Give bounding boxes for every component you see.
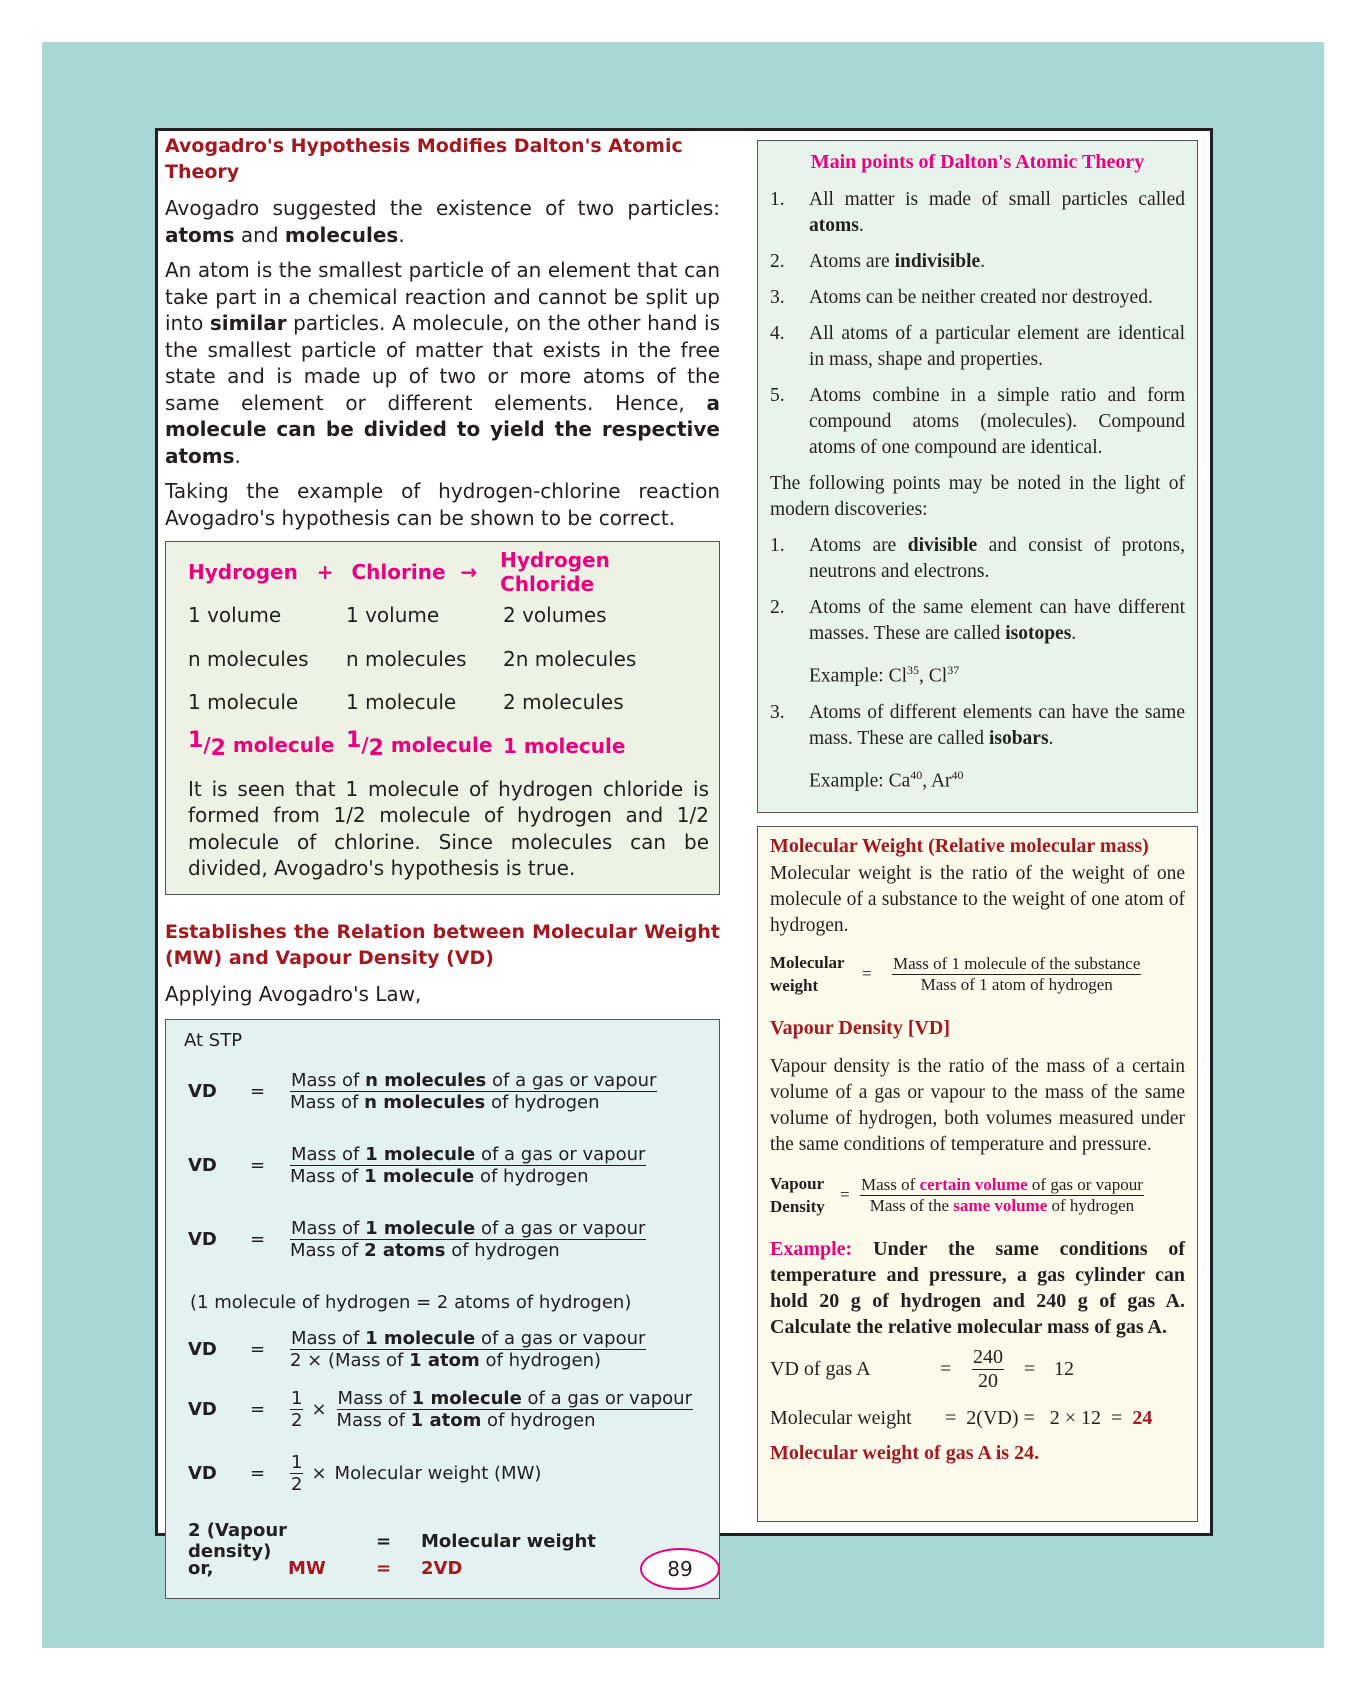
vd-equation: VD = $\frac{\text{Mass of 1 molecule of a gas or vapour}}{\text{Mass of 1 molecule of hydrogen}}$ [188,1144,646,1187]
derivation-box [165,1019,720,1599]
hydrogen-note: (1 molecule of hydrogen = 2 atoms of hydrogen) [190,1292,632,1313]
dalton-point: 2. Atoms are indivisible. [770,251,986,272]
vd-title: Vapour Density [VD] [770,1017,951,1039]
applying-text: Applying Avogadro's Law, [165,981,422,1006]
paragraph-example: Taking the example of hydrogen-chlorine reaction Avogadro's hypothesis can be shown to be correct. [165,479,720,530]
reaction-conclusion: It is seen that 1 molecule of hydrogen chloride is formed from 1/2 molecule of hydrogen and 1/2 molecule of chlorine. Since molecules can be divided, Avogadro's hypothesis is true. [188,776,709,880]
mw-result: or, MW = 2VD [188,1558,463,1579]
dalton-point: 4. All atoms of a particular element are identical in mass, shape and properties. [770,323,1185,370]
stp-label: At STP [184,1030,243,1051]
mw-formula: Molecular weight = $\frac{\text{Mass of 1 molecule of the substance}}{\text{Mass of 1 atom of hydrogen}}$ [770,953,1141,995]
vd-formula: Vapour Density = $\frac{\text{Mass of certain volume of gas or vapour}}{\text{Mass of the same volume of hydrogen}}$ [770,1174,1143,1216]
modern-point: 3. Atoms of different elements can have the same mass. These are called isobars. [770,701,1185,749]
reaction-box [165,541,720,895]
reaction-header: Hydrogen + Chlorine → Hydrogen Chloride [188,547,610,596]
left-column [165,133,720,1599]
dalton-point: 3. Atoms can be neither created nor destroyed. [770,287,1153,308]
example-question: Example: Under the same conditions of temperature and pressure, a gas cylinder can hold 20 g of hydrogen and 240 g of gas A. Calculate the relative molecular mass of gas A. [770,1238,1185,1338]
reaction-row: 1 volume 1 volume 2 volumes [188,603,607,628]
mw-relation: 2 (Vapour density) = Molecular weight [188,1520,596,1562]
dalton-point: 5. Atoms combine in a simple ratio and form compound atoms (molecules). Compound atoms of one compound are identical. [770,385,1185,458]
modern-point: 1. Atoms are divisible and consist of protons, neutrons and electrons. [770,535,1185,582]
heading-avogadro: Avogadro's Hypothesis Modifies Dalton's Atomic Theory [165,135,683,183]
dalton-title: Main points of Dalton's Atomic Theory [810,151,1145,173]
mw-definition: Molecular weight is the ratio of the weight of one molecule of a substance to the weight of one atom of hydrogen. [770,863,1185,936]
reaction-row-half: 1/2 molecule 1/2 molecule 1 molecule [188,728,626,762]
mw-title: Molecular Weight (Relative molecular mass) [770,835,1149,857]
vd-equation: VD = $\frac{1}{2}$ × $\frac{\text{Mass of 1 molecule of a gas or vapour}}{\text{Mass of 1 atom of hydrogen}}$ [188,1388,692,1431]
vd-definition: Vapour density is the ratio of the mass of a certain volume of a gas or vapour to the mass of the same volume of hydrogen, both volumes measured under the same conditions of temperature and pressure. [770,1056,1185,1155]
modern-note: The following points may be noted in the light of modern discoveries: [770,473,1185,520]
isotope-example: Example: Cl$^{35}$, Cl$^{37}$ [809,663,960,687]
dalton-point: 1. All matter is made of small particles called atoms. [770,189,1185,236]
vd-equation: VD = $\frac{\text{Mass of 1 molecule of a gas or vapour}}{\text{Mass of 2 atoms of hydrogen}}$ [188,1218,646,1261]
isobar-example: Example: Ca$^{40}$, Ar$^{40}$ [809,767,964,791]
vd-equation: VD = $\frac{1}{2}$ × Molecular weight (MW) [188,1452,542,1495]
vd-equation: VD = $\frac{\text{Mass of n molecules of a gas or vapour}}{\text{Mass of n molecules of hydrogen}}$ [188,1070,657,1113]
molecular-weight-box [757,826,1198,1522]
vd-equation: VD = $\frac{\text{Mass of 1 molecule of a gas or vapour}}{\text{2 × (Mass of 1 atom of hydrogen)}}$ [188,1328,646,1371]
paragraph-particles: Avogadro suggested the existence of two particles: atoms and molecules. [165,196,720,247]
page-number: 89 [640,1548,720,1590]
mw-calculation: Molecular weight = 2(VD) = 2 × 12 = 24 [770,1407,1153,1429]
paragraph-atom-definition: An atom is the smallest particle of an element that can take part in a chemical reaction and cannot be split up into similar particles. A molecule, on the other hand is the smallest particle of matter that exists in the free state and is made up of two or more atoms of the same element or different elements. Hence, a molecule can be divided to yield the respective atoms. [165,258,720,468]
modern-point: 2. Atoms of the same element can have different masses. These are called isotopes. [770,597,1185,644]
final-answer: Molecular weight of gas A is 24. [770,1442,1040,1464]
vd-calculation: VD of gas A = $\frac{240}{20}$ = 12 [770,1346,1074,1392]
reaction-row: n molecules n molecules 2n molecules [188,646,637,671]
dalton-box [757,140,1198,813]
reaction-row: 1 molecule 1 molecule 2 molecules [188,690,624,715]
heading-mw-vd: Establishes the Relation between Molecular Weight (MW) and Vapour Density (VD) [165,920,720,969]
